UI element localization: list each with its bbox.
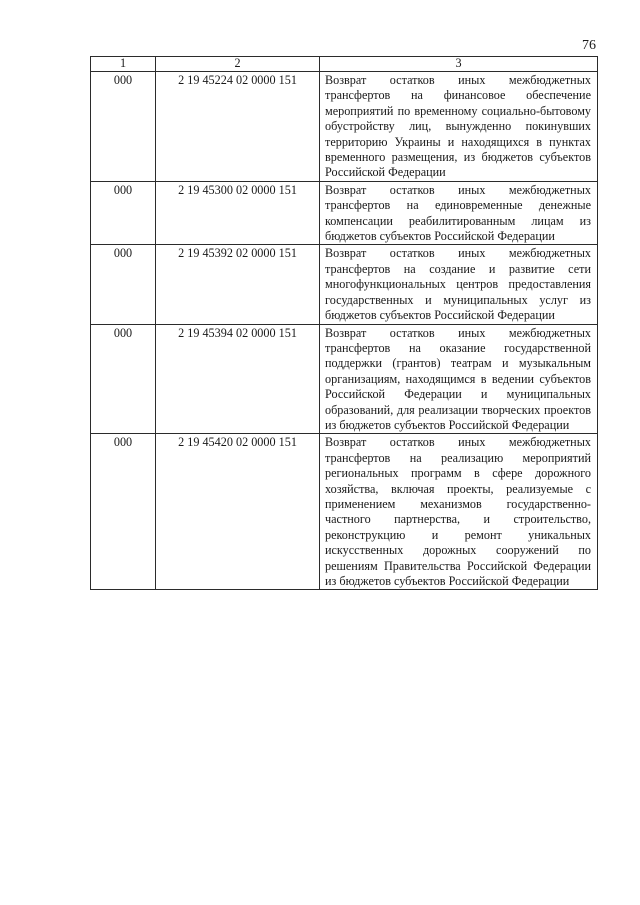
- column-header-3: 3: [320, 57, 598, 72]
- admin-code-cell: 000: [91, 245, 156, 324]
- table-row: [91, 72, 598, 182]
- table-row: [91, 434, 598, 590]
- description-cell: Возврат остатков иных межбюджетных трансфертов на оказание государственной поддержки (грантов) театрам и музыкальным организациям, находящимся в ведении субъектов Российской Федерации и муниципальных образований, для реализации творческих проектов из бюджетов субъектов Российской Федерации: [320, 324, 598, 434]
- description-cell: Возврат остатков иных межбюджетных трансфертов на финансовое обеспечение мероприятий по временному социально-бытовому обустройству лиц, вынужденно покинувших территорию Украины и находящихся в пунктах временного размещения, из бюджетов субъектов Российской Федерации: [320, 72, 598, 182]
- budget-code-cell: 2 19 45300 02 0000 151: [156, 181, 320, 245]
- admin-code-cell: 000: [91, 434, 156, 590]
- admin-code-cell: 000: [91, 324, 156, 434]
- column-header-2: 2: [156, 57, 320, 72]
- description-cell: Возврат остатков иных межбюджетных трансфертов на создание и развитие сети многофункциональных центров предоставления государственных и муниципальных услуг из бюджетов субъектов Российской Федерации: [320, 245, 598, 324]
- page-number: 76: [582, 38, 596, 53]
- admin-code-cell: 000: [91, 72, 156, 182]
- description-cell: Возврат остатков иных межбюджетных трансфертов на реализацию мероприятий региональных программ в сфере дорожного хозяйства, включая проекты, реализуемые с применением механизмов государственно-частного партнерства, и строительство, реконструкцию и ремонт уникальных искусственных дорожных сооружений по решениям Правительства Российской Федерации из бюджетов субъектов Российской Федерации: [320, 434, 598, 590]
- admin-code-cell: 000: [91, 181, 156, 245]
- budget-code-cell: 2 19 45420 02 0000 151: [156, 434, 320, 590]
- table-row: [91, 181, 598, 245]
- budget-codes-table: [90, 56, 598, 590]
- budget-code-cell: 2 19 45394 02 0000 151: [156, 324, 320, 434]
- table-row: [91, 324, 598, 434]
- column-header-1: 1: [91, 57, 156, 72]
- budget-code-cell: 2 19 45392 02 0000 151: [156, 245, 320, 324]
- table-header-row: [91, 57, 598, 72]
- table-row: [91, 245, 598, 324]
- description-cell: Возврат остатков иных межбюджетных трансфертов на единовременные денежные компенсации реабилитированным лицам из бюджетов субъектов Российской Федерации: [320, 181, 598, 245]
- budget-code-cell: 2 19 45224 02 0000 151: [156, 72, 320, 182]
